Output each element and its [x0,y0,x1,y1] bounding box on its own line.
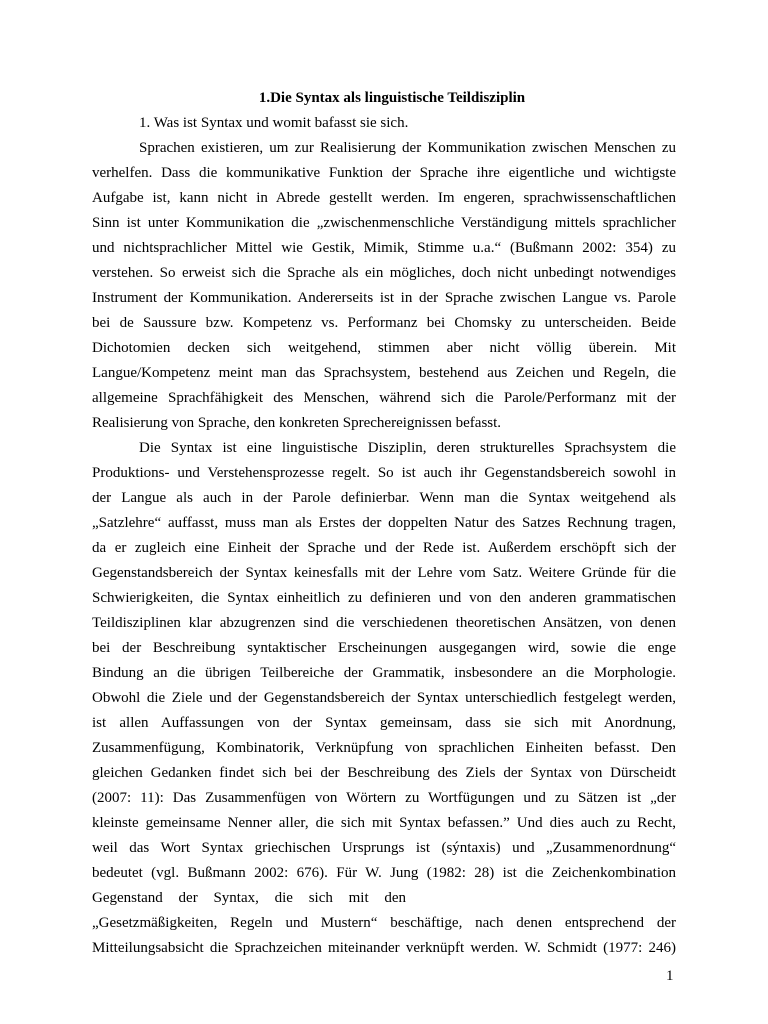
text-line: da er zugleich eine Einheit der Sprache und der Rede ist. Außerdem erschöpft sich der [92,540,676,556]
text-line: bei de Saussure bzw. Kompetenz vs. Performanz bei Chomsky zu unterscheiden. Beide [92,315,676,331]
text-line: und nichtsprachlicher Mittel wie Gestik, Mimik, Stimme u.a.“ (Bußmann 2002: 354) zu [92,240,676,256]
text-line: Instrument der Kommunikation. Andererseits ist in der Sprache zwischen Langue vs. Parole [92,290,676,306]
text-line: der Langue als auch in der Parole definierbar. Wenn man die Syntax weitgehend als [92,490,676,506]
text-line: Gegenstand der Syntax, die sich mit den [92,890,407,906]
text-line: allgemeine Sprachfähigkeit des Menschen, während sich die Parole/Performanz mit der [92,390,676,406]
text-line: Teildisziplinen klar abzugrenzen sind die verschiedenen theoretischen Ansätzen, von denen [92,615,676,631]
text-line: Realisierung von Sprache, den konkreten Sprechereignissen befasst. [92,415,502,431]
text-line: „Satzlehre“ auffasst, muss man als Erstes der doppelten Natur des Satzes Rechnung tragen, [92,515,676,531]
text-line: Gegenstandsbereich der Syntax keinesfalls mit der Lehre vom Satz. Weitere Gründe für die [92,565,676,581]
text-line: bei der Beschreibung syntaktischer Erscheinungen ausgegangen wird, sowie die enge [92,640,676,656]
text-line: Sinn ist unter Kommunikation die „zwischenmenschliche Verständigung mittels sprachlicher [92,215,676,231]
text-line: verstehen. So erweist sich die Sprache als ein mögliches, doch nicht unbedingt notwendiges [92,265,676,281]
text-line: Die Syntax ist eine linguistische Disziplin, deren strukturelles Sprachsystem die [139,440,676,456]
text-line: weil das Wort Syntax griechischen Ursprungs ist (sýntaxis) und „Zusammenordnung“ [92,840,676,856]
subheading: 1. Was ist Syntax und womit bafasst sie sich. [139,115,409,131]
text-line: verhelfen. Dass die kommunikative Funktion der Sprache ihre eigentliche und wichtigste [92,165,676,181]
text-line: Zusammenfügung, Kombinatorik, Verknüpfung von sprachlichen Einheiten befasst. Den [92,740,676,756]
text-line: Aufgabe ist, kann nicht in Abrede gestellt werden. Im engeren, sprachwissenschaftlichen [92,190,676,206]
text-line: (2007: 11): Das Zusammenfügen von Wörtern zu Wortfügungen und zu Sätzen ist „der [92,790,676,806]
text-line: Produktions- und Verstehensprozesse regelt. So ist auch ihr Gegenstandsbereich sowohl in [92,465,676,481]
page-number: 1 [666,968,674,984]
text-line: Langue/Kompetenz meint man das Sprachsystem, bestehend aus Zeichen und Regeln, die [92,365,676,381]
page-title: 1.Die Syntax als linguistische Teildisziplin [258,90,526,106]
text-line: Schwierigkeiten, die Syntax einheitlich zu definieren und von den anderen grammatischen [92,590,676,606]
text-line: Obwohl die Ziele und der Gegenstandsbereich der Syntax unterschiedlich festgelegt werden, [92,690,676,706]
text-line: Mitteilungsabsicht die Sprachzeichen miteinander verknüpft werden. W. Schmidt (1977: 246) [92,940,676,956]
text-line: kleinste gemeinsame Nenner aller, die sich mit Syntax befassen.” Und dies auch zu Recht, [92,815,676,831]
text-line: Dichotomien decken sich weitgehend, stimmen aber nicht völlig überein. Mit [92,340,676,356]
text-line: Sprachen existieren, um zur Realisierung der Kommunikation zwischen Menschen zu [139,140,676,156]
text-line: gleichen Gedanken findet sich bei der Beschreibung des Ziels der Syntax von Dürscheidt [92,765,676,781]
text-line: bedeutet (vgl. Bußmann 2002: 676). Für W. Jung (1982: 28) ist die Zeichenkombination [92,865,676,881]
text-line: Bindung an die übrigen Teilbereiche der Grammatik, insbesondere an die Morphologie. [92,665,676,681]
text-line: „Gesetzmäßigkeiten, Regeln und Mustern“ beschäftige, nach denen entsprechend der [92,915,676,931]
text-line: ist allen Auffassungen von der Syntax gemeinsam, dass sie sich mit Anordnung, [92,715,676,731]
